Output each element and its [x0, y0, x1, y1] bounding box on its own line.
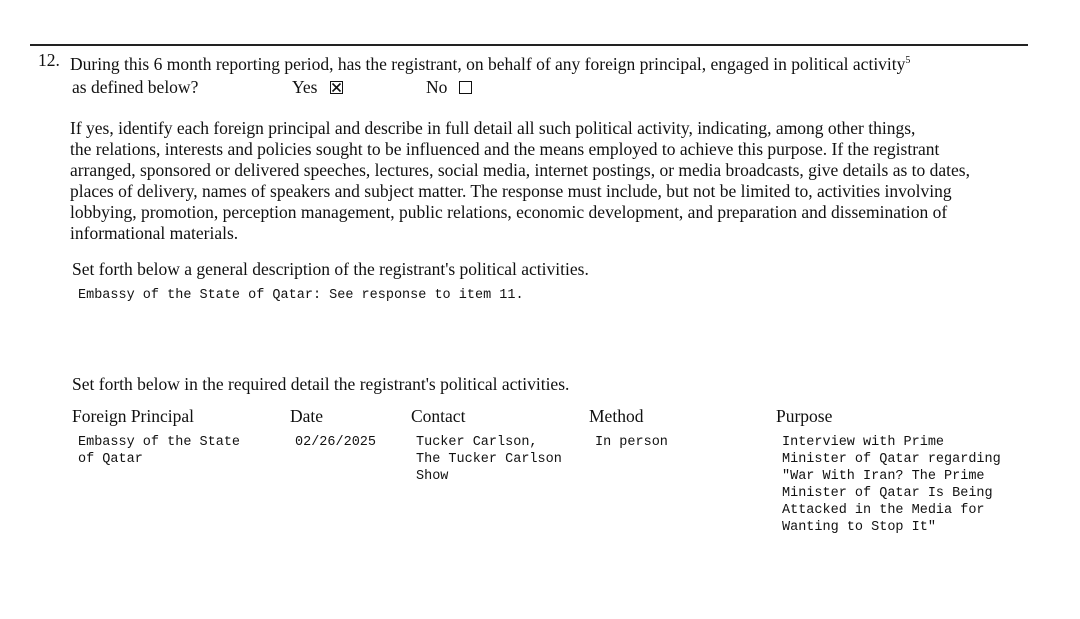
cell-line: Tucker Carlson,: [416, 435, 538, 450]
yes-label: Yes: [292, 77, 318, 97]
instructions-line: the relations, interests and policies sought to be influenced and the means employed to achieve this purpose. If the registrant: [70, 139, 940, 159]
instructions-line: informational materials.: [70, 223, 239, 243]
column-header-purpose: Purpose: [776, 406, 833, 426]
detail-description-label: Set forth below in the required detail the registrant's political activities.: [72, 374, 570, 394]
no-checkbox[interactable]: [459, 81, 472, 94]
instructions-line: arranged, sponsored or delivered speeches, lectures, social media, internet postings, or media broadcasts, give details as to dates,: [70, 160, 970, 180]
instructions-line: If yes, identify each foreign principal and describe in full detail all such political activity, indicating, among other things,: [70, 118, 916, 138]
footnote-marker: 5: [905, 55, 911, 66]
cell-foreign-principal: [78, 434, 240, 468]
column-header-foreign-principal: Foreign Principal: [72, 406, 194, 426]
no-label: No: [426, 77, 448, 97]
cell-line: Interview with Prime: [782, 435, 945, 450]
question-text-main: During this 6 month reporting period, has the registrant, on behalf of any foreign principal, engaged in political activity: [70, 54, 906, 74]
general-description-label: Set forth below a general description of the registrant's political activities.: [72, 259, 589, 279]
cell-line: Embassy of the State: [78, 435, 241, 450]
cell-method: In person: [595, 435, 668, 450]
cell-line: "War With Iran? The Prime: [782, 469, 985, 484]
section-divider: [30, 44, 1028, 46]
cell-line: The Tucker Carlson: [416, 452, 562, 467]
instructions-line: lobbying, promotion, perception management, public relations, economic development, and preparation and dissemination of: [70, 202, 948, 222]
question-number: 12.: [38, 50, 60, 70]
cell-line: of Qatar: [78, 452, 143, 467]
instructions-paragraph: [70, 118, 1045, 244]
checkmark-x-icon: [331, 82, 342, 93]
cell-purpose: [782, 434, 1001, 536]
cell-line: Attacked in the Media for: [782, 503, 985, 518]
column-header-contact: Contact: [411, 406, 466, 426]
cell-date: 02/26/2025: [295, 435, 377, 450]
question-text-continued: as defined below?: [72, 77, 199, 97]
instructions-line: places of delivery, names of speakers and subject matter. The response must include, but not be limited to, activities involving: [70, 181, 952, 201]
cell-contact: [416, 434, 562, 485]
column-header-date: Date: [290, 406, 324, 426]
question-text: [70, 50, 910, 75]
cell-line: Show: [416, 469, 449, 484]
yes-checkbox[interactable]: [330, 81, 343, 94]
cell-line: Wanting to Stop It": [782, 520, 936, 535]
cell-line: Minister of Qatar regarding: [782, 452, 1001, 467]
general-description-value: Embassy of the State of Qatar: See response to item 11.: [78, 288, 524, 303]
column-header-method: Method: [589, 406, 644, 426]
cell-line: Minister of Qatar Is Being: [782, 486, 993, 501]
